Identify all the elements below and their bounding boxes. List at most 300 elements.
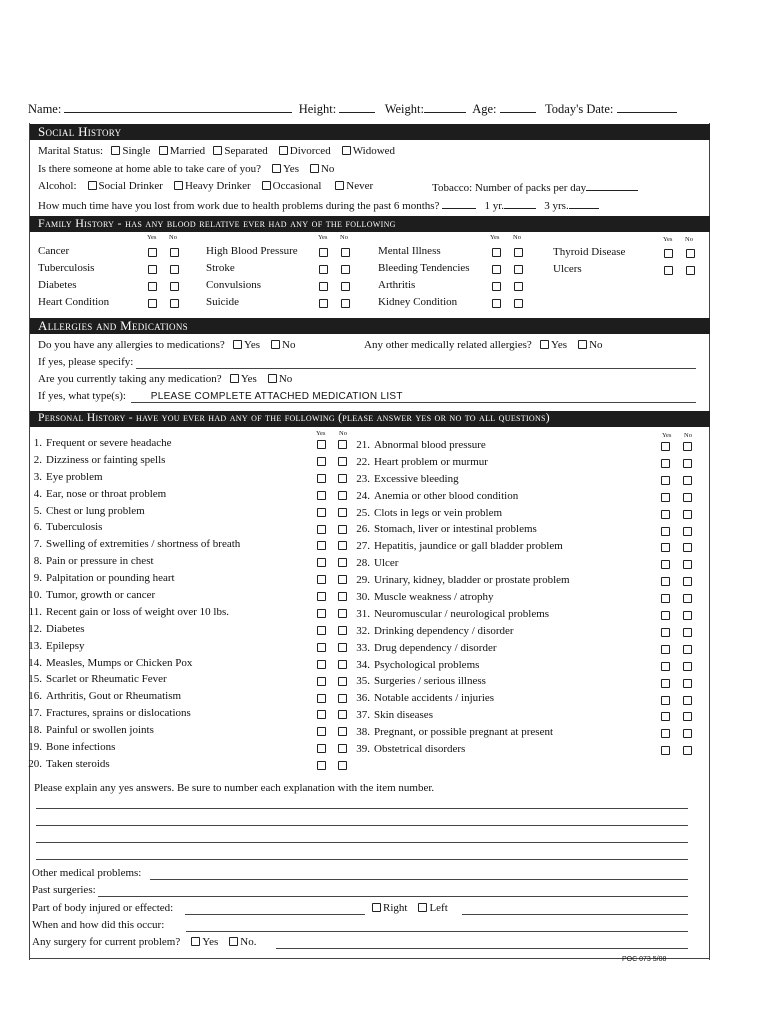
family-col2-yes-checkbox[interactable]	[319, 282, 328, 291]
taking-question: Are you currently taking any medication?	[38, 373, 222, 385]
personal-item	[24, 673, 240, 690]
yes-label: Yes	[282, 163, 299, 175]
item-number: 35.	[356, 675, 370, 688]
tobacco-row	[432, 180, 638, 195]
family-item: Thyroid Disease	[553, 246, 626, 258]
item-text: Chest or lung problem	[46, 504, 145, 517]
personal-item	[24, 505, 240, 522]
name-field[interactable]	[64, 102, 292, 113]
item-text: Heart problem or murmur	[374, 455, 488, 468]
personal-right-yes-checkbox[interactable]	[661, 645, 670, 654]
personal-left-yes-checkbox[interactable]	[317, 474, 326, 483]
surgery-no-checkbox[interactable]	[229, 937, 238, 946]
item-number: 15.	[28, 673, 42, 686]
family-item: Kidney Condition	[378, 296, 458, 308]
family-col1-no-checkbox[interactable]	[170, 248, 179, 257]
marital-married-checkbox[interactable]	[159, 146, 168, 155]
type-field[interactable]	[131, 402, 696, 403]
item-text: Scarlet or Rheumatic Fever	[46, 673, 167, 686]
personal-item	[24, 572, 240, 589]
personal-right-no-checkbox[interactable]	[683, 662, 692, 671]
personal-item	[352, 473, 570, 490]
family-col-1	[38, 245, 109, 313]
personal-right-yes-checkbox[interactable]	[661, 560, 670, 569]
body-part-row	[32, 902, 173, 915]
taking-no-checkbox[interactable]	[268, 374, 277, 383]
explain-line[interactable]	[36, 859, 688, 860]
left-side-checkbox[interactable]	[418, 903, 427, 912]
specify-field[interactable]	[136, 368, 696, 369]
med-allergy-yes-checkbox[interactable]	[233, 340, 242, 349]
work-3yr-field[interactable]	[569, 198, 599, 209]
yes-label: Yes	[202, 936, 219, 948]
no-label: No.	[240, 936, 257, 948]
personal-right-yes-checkbox[interactable]	[661, 510, 670, 519]
item-text: Anemia or other blood condition	[374, 489, 519, 502]
item-number: 5.	[33, 504, 42, 517]
family-col3-yes-checkbox[interactable]	[492, 248, 501, 257]
item-number: 16.	[28, 690, 42, 703]
item-number: 22.	[356, 455, 370, 468]
item-text: Pain or pressure in chest	[46, 555, 154, 568]
personal-left-yes-checkbox[interactable]	[317, 575, 326, 584]
personal-left-no-checkbox[interactable]	[338, 491, 347, 500]
three-yrs-label: 3 yrs.	[544, 200, 569, 212]
allergies-bar	[30, 318, 710, 334]
item-text: Eye problem	[46, 470, 103, 483]
item-number: 19.	[28, 741, 42, 754]
explain-row	[34, 782, 434, 795]
item-text: Painful or swollen joints	[46, 724, 154, 737]
personal-item	[24, 758, 240, 775]
personal-left-yes-checkbox[interactable]	[317, 744, 326, 753]
personal-right-no-checkbox[interactable]	[683, 679, 692, 688]
alcohol-social-checkbox[interactable]	[88, 181, 97, 190]
personal-right-no-checkbox[interactable]	[683, 493, 692, 502]
personal-left-yes-checkbox[interactable]	[317, 440, 326, 449]
personal-left-no-checkbox[interactable]	[338, 710, 347, 719]
family-item: Tuberculosis	[38, 262, 95, 274]
item-text: Epilepsy	[46, 639, 85, 652]
personal-left-no-checkbox[interactable]	[338, 660, 347, 669]
item-number: 10.	[28, 589, 42, 602]
care-yes-checkbox[interactable]	[272, 164, 281, 173]
other-allergy-yes-checkbox[interactable]	[540, 340, 549, 349]
item-text: Taken steroids	[46, 757, 110, 770]
personal-left-yes-checkbox[interactable]	[317, 727, 326, 736]
personal-right-no-checkbox[interactable]	[683, 645, 692, 654]
personal-right-no-checkbox[interactable]	[683, 577, 692, 586]
item-number: 3.	[33, 470, 42, 483]
personal-right-no-checkbox[interactable]	[683, 628, 692, 637]
personal-item	[352, 490, 570, 507]
personal-yes-hdr: Yes	[316, 430, 326, 437]
taking-yes-checkbox[interactable]	[230, 374, 239, 383]
personal-item	[24, 488, 240, 505]
personal-right-yes-checkbox[interactable]	[661, 696, 670, 705]
family-col4-no-checkbox[interactable]	[686, 266, 695, 275]
personal-left-no-checkbox[interactable]	[338, 575, 347, 584]
when-how-label: When and how did this occur:	[32, 919, 165, 931]
med-allergy-no-checkbox[interactable]	[271, 340, 280, 349]
personal-right-yes-checkbox[interactable]	[661, 527, 670, 536]
personal-left-yes-checkbox[interactable]	[317, 761, 326, 770]
personal-left-yes-checkbox[interactable]	[317, 626, 326, 635]
item-number: 27.	[356, 540, 370, 553]
type-label: If yes, what type(s):	[38, 390, 126, 402]
item-number: 8.	[33, 555, 42, 568]
personal-history-title: Personal History - have you ever had any of the following (please answer yes or no to all questions)	[38, 412, 550, 424]
other-allergy-row	[364, 339, 603, 352]
marital-single-checkbox[interactable]	[111, 146, 120, 155]
personal-item	[24, 471, 240, 488]
personal-item	[24, 589, 240, 606]
family-col1-no-checkbox[interactable]	[170, 265, 179, 274]
family-item: High Blood Pressure	[206, 245, 298, 257]
body-part-field[interactable]	[185, 914, 365, 915]
item-number: 21.	[356, 439, 370, 451]
item-text: Hepatitis, jaundice or gall bladder problem	[374, 540, 563, 553]
personal-item	[24, 724, 240, 741]
item-number: 32.	[356, 624, 370, 637]
personal-left-no-checkbox[interactable]	[338, 609, 347, 618]
explain-line[interactable]	[36, 808, 688, 809]
family-item: Convulsions	[206, 279, 262, 291]
family-no-hdr: No	[513, 234, 521, 241]
personal-right-yes-checkbox[interactable]	[661, 712, 670, 721]
personal-right-yes-checkbox[interactable]	[661, 459, 670, 468]
personal-left-yes-checkbox[interactable]	[317, 694, 326, 703]
care-question: Is there someone at home able to take care of you?	[38, 163, 261, 175]
personal-left-no-checkbox[interactable]	[338, 541, 347, 550]
past-surgeries-label: Past surgeries:	[32, 884, 96, 896]
personal-right-yes-checkbox[interactable]	[661, 543, 670, 552]
work-question: How much time have you lost from work due to health problems during the past 6 months?	[38, 200, 440, 212]
right-side-checkbox[interactable]	[372, 903, 381, 912]
personal-left-no-checkbox[interactable]	[338, 694, 347, 703]
other-allergy-no-checkbox[interactable]	[578, 340, 587, 349]
item-text: Notable accidents / injuries	[374, 692, 495, 705]
explain-line[interactable]	[36, 842, 688, 843]
personal-left-no-checkbox[interactable]	[338, 558, 347, 567]
personal-item	[352, 608, 570, 625]
side-field[interactable]	[462, 914, 688, 915]
family-col3-no-checkbox[interactable]	[514, 265, 523, 274]
header-row	[28, 101, 677, 117]
personal-left-no-checkbox[interactable]	[338, 592, 347, 601]
form-code: POC 073 5/08	[622, 956, 667, 963]
right-label: Right	[383, 902, 408, 914]
personal-left-no-checkbox[interactable]	[338, 643, 347, 652]
personal-no-hdr: No	[339, 430, 347, 437]
marital-option: Married	[169, 145, 206, 157]
item-number: 18.	[28, 724, 42, 737]
item-number: 23.	[356, 472, 370, 485]
personal-right-no-checkbox[interactable]	[683, 543, 692, 552]
personal-left-no-checkbox[interactable]	[338, 525, 347, 534]
personal-left-yes-checkbox[interactable]	[317, 660, 326, 669]
personal-left-yes-checkbox[interactable]	[317, 710, 326, 719]
personal-left-yes-checkbox[interactable]	[317, 525, 326, 534]
alcohol-label: Alcohol:	[38, 180, 77, 192]
personal-right-no-checkbox[interactable]	[683, 476, 692, 485]
item-number: 31.	[356, 607, 370, 620]
item-number: 28.	[356, 557, 370, 570]
item-text: Recent gain or loss of weight over 10 lbs.	[46, 605, 229, 618]
family-col3-yes-checkbox[interactable]	[492, 299, 501, 308]
item-number: 26.	[356, 523, 370, 536]
family-item: Bleeding Tendencies	[378, 262, 470, 274]
family-history-title: Family History - has any blood relative ever had any of the following	[38, 216, 396, 230]
family-col2-yes-checkbox[interactable]	[319, 248, 328, 257]
no-label: No	[320, 163, 335, 175]
item-number: 30.	[356, 591, 370, 604]
personal-left-yes-checkbox[interactable]	[317, 457, 326, 466]
surgery-yes-checkbox[interactable]	[191, 937, 200, 946]
personal-left-no-checkbox[interactable]	[338, 440, 347, 449]
item-number: 9.	[33, 572, 42, 585]
family-yes-hdr: Yes	[663, 236, 673, 243]
personal-left-no-checkbox[interactable]	[338, 457, 347, 466]
personal-left-no-checkbox[interactable]	[338, 727, 347, 736]
surgery-field[interactable]	[276, 948, 688, 949]
item-text: Measles, Mumps or Chicken Pox	[46, 656, 193, 669]
family-col1-yes-checkbox[interactable]	[148, 248, 157, 257]
other-problems-label: Other medical problems:	[32, 867, 142, 879]
personal-item	[24, 437, 240, 454]
family-col1-yes-checkbox[interactable]	[148, 299, 157, 308]
family-item: Diabetes	[38, 279, 77, 291]
personal-right-no-checkbox[interactable]	[683, 729, 692, 738]
personal-right-no-checkbox[interactable]	[683, 696, 692, 705]
frame-right-line	[709, 123, 710, 960]
surgery-row	[32, 936, 256, 949]
personal-left-yes-checkbox[interactable]	[317, 677, 326, 686]
personal-left-no-checkbox[interactable]	[338, 508, 347, 517]
alcohol-never-checkbox[interactable]	[335, 181, 344, 190]
family-col4-yes-checkbox[interactable]	[664, 249, 673, 258]
personal-left-yes-checkbox[interactable]	[317, 592, 326, 601]
when-how-field[interactable]	[186, 931, 688, 932]
personal-right-yes-checkbox[interactable]	[661, 577, 670, 586]
personal-item	[352, 507, 570, 524]
height-label: Height:	[298, 102, 337, 116]
family-item: Arthritis	[378, 279, 416, 291]
name-label: Name:	[28, 102, 62, 116]
personal-right-no-checkbox[interactable]	[683, 594, 692, 603]
social-history-bar	[30, 124, 710, 140]
marital-divorced-checkbox[interactable]	[279, 146, 288, 155]
family-col4-yes-checkbox[interactable]	[664, 266, 673, 275]
item-number: 24.	[356, 489, 370, 502]
item-text: Muscle weakness / atrophy	[374, 591, 494, 604]
alcohol-option: Never	[346, 180, 374, 192]
personal-item	[24, 707, 240, 724]
item-text: Bone infections	[46, 741, 116, 754]
personal-right-no-checkbox[interactable]	[683, 746, 692, 755]
family-col1-no-checkbox[interactable]	[170, 299, 179, 308]
personal-left-yes-checkbox[interactable]	[317, 491, 326, 500]
family-col3-no-checkbox[interactable]	[514, 282, 523, 291]
personal-left-yes-checkbox[interactable]	[317, 541, 326, 550]
personal-item	[24, 741, 240, 758]
specify-label: If yes, please specify:	[38, 356, 134, 368]
personal-left-yes-checkbox[interactable]	[317, 508, 326, 517]
personal-right-list	[352, 439, 570, 760]
personal-right-yes-checkbox[interactable]	[661, 628, 670, 637]
alcohol-row	[38, 180, 373, 193]
explain-line[interactable]	[36, 825, 688, 826]
tobacco-field[interactable]	[586, 180, 638, 191]
weight-field[interactable]	[424, 102, 466, 113]
family-col-4	[553, 246, 625, 280]
item-number: 7.	[33, 538, 42, 551]
work-6mo-field[interactable]	[442, 198, 476, 209]
personal-item	[24, 555, 240, 572]
surgery-question: Any surgery for current problem?	[32, 936, 181, 948]
family-col2-no-checkbox[interactable]	[341, 248, 350, 257]
personal-right-yes-checkbox[interactable]	[661, 662, 670, 671]
body-part-label: Part of body injured or effected:	[32, 902, 174, 914]
personal-item	[352, 709, 570, 726]
yes-label: Yes	[551, 339, 568, 351]
work-1yr-field[interactable]	[504, 198, 536, 209]
item-text: Skin diseases	[374, 709, 433, 722]
personal-right-yes-checkbox[interactable]	[661, 746, 670, 755]
item-text: Stomach, liver or intestinal problems	[374, 523, 537, 536]
item-text: Tumor, growth or cancer	[46, 589, 156, 602]
item-text: Fractures, sprains or dislocations	[46, 707, 191, 720]
family-col3-yes-checkbox[interactable]	[492, 282, 501, 291]
weight-label: Weight:	[384, 102, 424, 116]
item-number: 14.	[28, 656, 42, 669]
med-allergy-row	[38, 339, 295, 352]
care-no-checkbox[interactable]	[310, 164, 319, 173]
personal-item	[352, 456, 570, 473]
marital-option: Widowed	[352, 145, 396, 157]
work-row	[38, 198, 599, 213]
family-yes-hdr: Yes	[490, 234, 500, 241]
personal-item	[352, 726, 570, 743]
personal-item	[352, 642, 570, 659]
personal-left-no-checkbox[interactable]	[338, 626, 347, 635]
personal-right-yes-checkbox[interactable]	[661, 611, 670, 620]
item-text: Abnormal blood pressure	[374, 439, 486, 451]
family-col2-yes-checkbox[interactable]	[319, 265, 328, 274]
personal-item	[352, 692, 570, 709]
personal-right-no-checkbox[interactable]	[683, 459, 692, 468]
item-text: Drinking dependency / disorder	[374, 624, 514, 637]
personal-right-yes-checkbox[interactable]	[661, 594, 670, 603]
age-field[interactable]	[500, 102, 536, 113]
alcohol-option: Occasional	[272, 180, 322, 192]
other-problems-field[interactable]	[150, 879, 688, 880]
personal-right-yes-checkbox[interactable]	[661, 729, 670, 738]
item-number: 2.	[33, 453, 42, 466]
item-text: Surgeries / serious illness	[374, 675, 486, 688]
left-label: Left	[429, 902, 448, 914]
item-number: 1.	[33, 437, 42, 449]
personal-item	[352, 540, 570, 557]
personal-right-yes-checkbox[interactable]	[661, 493, 670, 502]
family-col2-no-checkbox[interactable]	[341, 282, 350, 291]
family-item: Ulcers	[553, 263, 582, 275]
family-col3-no-checkbox[interactable]	[514, 299, 523, 308]
personal-right-yes-checkbox[interactable]	[661, 442, 670, 451]
alcohol-heavy-checkbox[interactable]	[174, 181, 183, 190]
item-text: Frequent or severe headache	[46, 437, 172, 449]
marital-option: Separated	[224, 145, 268, 157]
item-number: 36.	[356, 692, 370, 705]
marital-option: Divorced	[289, 145, 331, 157]
family-col-2	[206, 245, 298, 313]
personal-right-yes-checkbox[interactable]	[661, 679, 670, 688]
height-field[interactable]	[339, 102, 375, 113]
family-col1-yes-checkbox[interactable]	[148, 265, 157, 274]
personal-left-yes-checkbox[interactable]	[317, 558, 326, 567]
personal-right-no-checkbox[interactable]	[683, 560, 692, 569]
marital-separated-checkbox[interactable]	[213, 146, 222, 155]
personal-right-no-checkbox[interactable]	[683, 510, 692, 519]
personal-left-no-checkbox[interactable]	[338, 677, 347, 686]
personal-left-yes-checkbox[interactable]	[317, 643, 326, 652]
item-text: Pregnant, or possible pregnant at present	[374, 726, 554, 739]
personal-item	[24, 623, 240, 640]
personal-left-yes-checkbox[interactable]	[317, 609, 326, 618]
family-col3-yes-checkbox[interactable]	[492, 265, 501, 274]
personal-left-list	[24, 437, 240, 775]
allergies-title: Allergies and Medications	[38, 318, 188, 333]
marital-widowed-checkbox[interactable]	[342, 146, 351, 155]
item-text: Drug dependency / disorder	[374, 641, 497, 654]
personal-right-no-checkbox[interactable]	[683, 712, 692, 721]
family-col1-no-checkbox[interactable]	[170, 282, 179, 291]
personal-item	[24, 454, 240, 471]
no-label: No	[589, 339, 603, 351]
personal-left-no-checkbox[interactable]	[338, 744, 347, 753]
family-col2-yes-checkbox[interactable]	[319, 299, 328, 308]
item-text: Urinary, kidney, bladder or prostate problem	[374, 574, 570, 587]
personal-item	[352, 743, 570, 760]
item-number: 4.	[33, 487, 42, 500]
past-surgeries-row	[32, 884, 96, 897]
family-col2-no-checkbox[interactable]	[341, 265, 350, 274]
personal-item	[352, 591, 570, 608]
family-col1-yes-checkbox[interactable]	[148, 282, 157, 291]
family-col2-no-checkbox[interactable]	[341, 299, 350, 308]
personal-right-no-checkbox[interactable]	[683, 611, 692, 620]
item-number: 11.	[28, 605, 42, 618]
date-field[interactable]	[617, 102, 677, 113]
personal-right-yes-checkbox[interactable]	[661, 476, 670, 485]
frame-bottom-line	[29, 958, 710, 959]
item-number: 37.	[356, 709, 370, 722]
past-surgeries-field[interactable]	[98, 896, 688, 897]
personal-left-no-checkbox[interactable]	[338, 761, 347, 770]
personal-right-no-checkbox[interactable]	[683, 442, 692, 451]
item-text: Neuromuscular / neurological problems	[374, 607, 550, 620]
personal-left-no-checkbox[interactable]	[338, 474, 347, 483]
marital-option: Single	[122, 145, 151, 157]
family-col4-no-checkbox[interactable]	[686, 249, 695, 258]
personal-right-no-checkbox[interactable]	[683, 527, 692, 536]
family-no-hdr: No	[340, 234, 348, 241]
alcohol-occasional-checkbox[interactable]	[262, 181, 271, 190]
family-col3-no-checkbox[interactable]	[514, 248, 523, 257]
med-allergy-question: Do you have any allergies to medications?	[38, 339, 225, 351]
age-label: Age:	[472, 102, 497, 116]
personal-item	[24, 657, 240, 674]
